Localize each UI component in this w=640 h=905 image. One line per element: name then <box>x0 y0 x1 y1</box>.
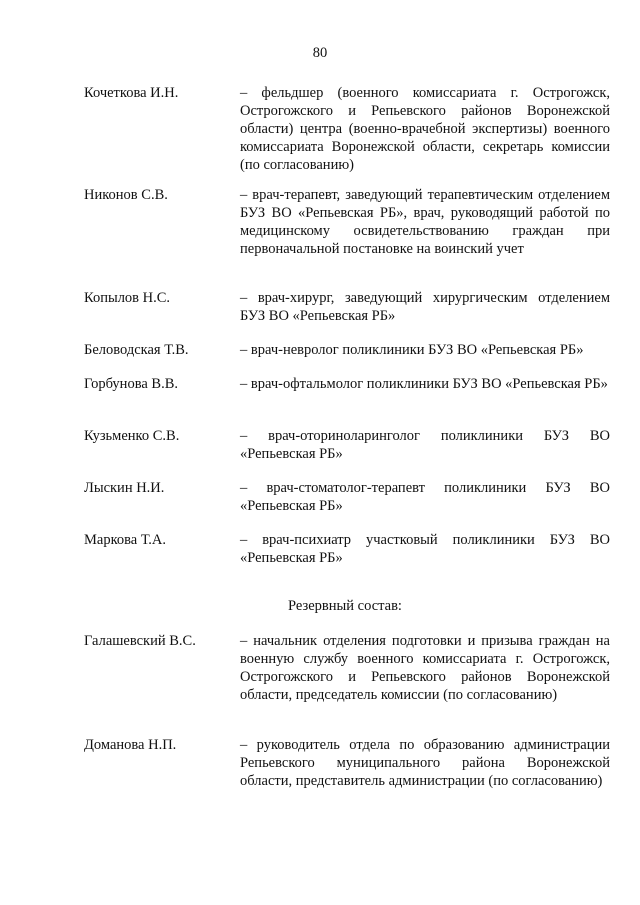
member-name: Кузьменко С.В. <box>84 428 180 444</box>
member-name: Лыскин Н.И. <box>84 480 165 496</box>
member-name: Галашевский В.С. <box>84 633 196 649</box>
member-name: Копылов Н.С. <box>84 290 171 306</box>
member-role: – врач-невролог поликлиники БУЗ ВО «Репьевская РБ» <box>240 342 584 358</box>
member-role: – врач-офтальмолог поликлиники БУЗ ВО «Репьевская РБ» <box>240 376 608 392</box>
reserve-section-title: Резервный состав: <box>288 598 402 614</box>
page-number: 80 <box>312 45 328 61</box>
member-role: – врач-терапевт, заведующий терапевтическим отделением БУЗ ВО «Репьевская РБ», врач, руководящий работой по медицинскому освидетельствованию граждан при первоначальной постановке на воинский учет <box>240 187 610 257</box>
member-role: – руководитель отдела по образованию администрации Репьевского муниципального района Воронежской области, представитель администрации (по согласованию) <box>240 737 610 789</box>
member-role: – фельдшер (военного комиссариата г. Острогожск, Острогожского и Репьевского районов Воронежской области) центра (военно-врачебной экспертизы) военного комиссариата Воронежской области, секретарь комиссии (по согласованию) <box>240 85 610 173</box>
member-role: – врач-стоматолог-терапевт поликлиники БУЗ ВО «Репьевская РБ» <box>240 480 610 514</box>
member-name: Маркова Т.А. <box>84 532 166 548</box>
member-name: Кочеткова И.Н. <box>84 85 179 101</box>
member-name: Никонов С.В. <box>84 187 168 203</box>
member-role: – врач-хирург, заведующий хирургическим отделением БУЗ ВО «Репьевская РБ» <box>240 290 610 324</box>
member-name: Горбунова В.В. <box>84 376 179 392</box>
member-role: – врач-психиатр участковый поликлиники БУЗ ВО «Репьевская РБ» <box>240 532 610 566</box>
member-name: Беловодская Т.В. <box>84 342 189 358</box>
member-role: – начальник отделения подготовки и призыва граждан на военную службу военного комиссариата г. Острогожск, Острогожского и Репьевского районов Воронежской области, председатель комиссии (по согласованию) <box>240 633 610 703</box>
member-name: Доманова Н.П. <box>84 737 177 753</box>
member-role: – врач-оториноларинголог поликлиники БУЗ ВО «Репьевская РБ» <box>240 428 610 462</box>
